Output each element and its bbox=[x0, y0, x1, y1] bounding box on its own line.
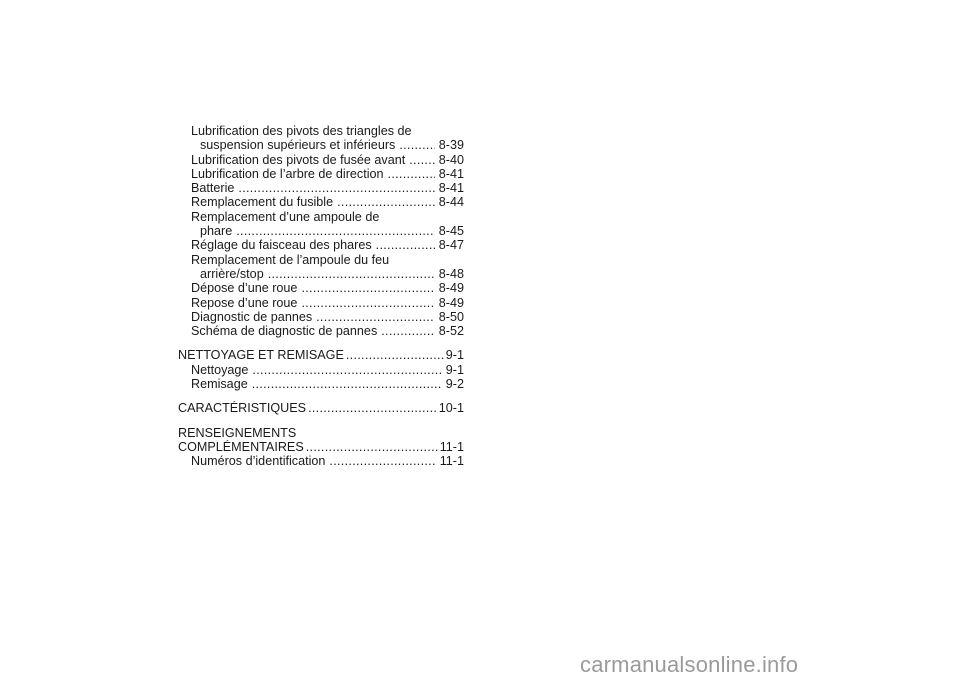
toc-page-number: 8-41 bbox=[438, 181, 464, 196]
toc-page-number: 8-52 bbox=[438, 324, 464, 339]
toc-page-number: 8-49 bbox=[438, 281, 464, 296]
toc-page-number: 11-1 bbox=[439, 439, 464, 454]
leader-dots bbox=[268, 267, 435, 281]
toc-section bbox=[178, 348, 464, 362]
leader-dots bbox=[316, 310, 435, 324]
toc-page-number: 8-44 bbox=[438, 195, 464, 210]
toc-entry-title: suspension supérieurs et inférieurs bbox=[200, 138, 396, 153]
toc-entry bbox=[178, 181, 464, 195]
toc-entry bbox=[178, 281, 464, 295]
leader-dots bbox=[238, 181, 434, 195]
toc-entry bbox=[178, 253, 464, 267]
toc-section-title: CARACTÉRISTIQUES bbox=[178, 401, 307, 416]
toc-entry-title: Nettoyage bbox=[191, 362, 249, 377]
toc-section bbox=[178, 426, 464, 440]
toc-page-number: 8-39 bbox=[438, 138, 464, 153]
toc-entry bbox=[178, 195, 464, 209]
toc-entry-title: Lubrification de l’arbre de direction bbox=[191, 166, 384, 181]
leader-dots bbox=[301, 296, 434, 310]
toc-page-number: 9-1 bbox=[445, 348, 464, 363]
toc-page-number: 8-49 bbox=[438, 295, 464, 310]
leader-dots bbox=[409, 153, 435, 167]
leader-dots bbox=[381, 324, 435, 338]
toc-entry bbox=[178, 138, 464, 152]
toc-entry-title: Lubrification des pivots de fusée avant bbox=[191, 152, 406, 167]
leader-dots bbox=[399, 138, 434, 152]
leader-dots bbox=[388, 167, 435, 181]
toc-entry bbox=[178, 153, 464, 167]
leader-dots bbox=[329, 454, 435, 468]
toc-entry-title: Batterie bbox=[191, 181, 235, 196]
toc-entry-title: Remplacement du fusible bbox=[191, 195, 334, 210]
toc-entry bbox=[178, 224, 464, 238]
toc-entry bbox=[178, 267, 464, 281]
toc-entry bbox=[178, 324, 464, 338]
toc-section bbox=[178, 440, 464, 454]
leader-dots bbox=[346, 348, 444, 362]
leader-dots bbox=[376, 238, 435, 252]
toc-entry bbox=[178, 210, 464, 224]
toc-entry-title: Numéros d’identification bbox=[191, 454, 326, 469]
toc-page-number: 10-1 bbox=[438, 401, 464, 416]
toc-entry bbox=[178, 454, 464, 468]
toc-page-number: 9-1 bbox=[445, 362, 464, 377]
toc-page-number: 11-1 bbox=[439, 454, 464, 469]
toc-entry-title: Remplacement d’une ampoule de bbox=[191, 209, 380, 224]
toc-entry-title: Lubrification des pivots des triangles de bbox=[191, 124, 412, 138]
leader-dots bbox=[252, 363, 441, 377]
leader-dots bbox=[337, 195, 435, 209]
toc-page-number: 8-40 bbox=[438, 152, 464, 167]
leader-dots bbox=[252, 377, 442, 391]
toc-entry-title: Repose d’une roue bbox=[191, 295, 298, 310]
toc-entry bbox=[178, 296, 464, 310]
toc-page-number: 8-48 bbox=[438, 266, 464, 281]
toc-page-number: 8-41 bbox=[438, 166, 464, 181]
leader-dots bbox=[306, 440, 438, 454]
leader-dots bbox=[236, 224, 435, 238]
leader-dots bbox=[308, 401, 437, 415]
toc-page-number: 8-47 bbox=[438, 238, 464, 253]
toc-entry-title: Remplacement de l’ampoule du feu bbox=[191, 252, 390, 267]
toc-section bbox=[178, 401, 464, 415]
toc-entry-title: phare bbox=[200, 224, 233, 239]
toc-entry bbox=[178, 363, 464, 377]
toc-entry bbox=[178, 377, 464, 391]
leader-dots bbox=[301, 281, 434, 295]
toc-section-title: NETTOYAGE ET REMISAGE bbox=[178, 348, 344, 363]
toc-entry-title: Remisage bbox=[191, 377, 248, 392]
toc-section-title: RENSEIGNEMENTS bbox=[178, 425, 297, 440]
toc-page-number: 8-45 bbox=[438, 224, 464, 239]
toc-entry bbox=[178, 238, 464, 252]
toc-page-number: 9-2 bbox=[445, 377, 464, 392]
toc-section-title: COMPLÉMENTAIRES bbox=[178, 439, 304, 454]
toc-entry bbox=[178, 310, 464, 324]
toc-entry-title: arrière/stop bbox=[200, 266, 264, 281]
toc-entry-title: Diagnostic de pannes bbox=[191, 309, 313, 324]
toc-entry-title: Réglage du faisceau des phares bbox=[191, 238, 372, 253]
toc-entry bbox=[178, 167, 464, 181]
table-of-contents bbox=[178, 124, 464, 469]
toc-entry-title: Dépose d’une roue bbox=[191, 281, 298, 296]
watermark: carmanualsonline.info bbox=[580, 652, 799, 677]
toc-entry-title: Schéma de diagnostic de pannes bbox=[191, 324, 378, 339]
toc-page-number: 8-50 bbox=[438, 309, 464, 324]
toc-entry bbox=[178, 124, 464, 138]
